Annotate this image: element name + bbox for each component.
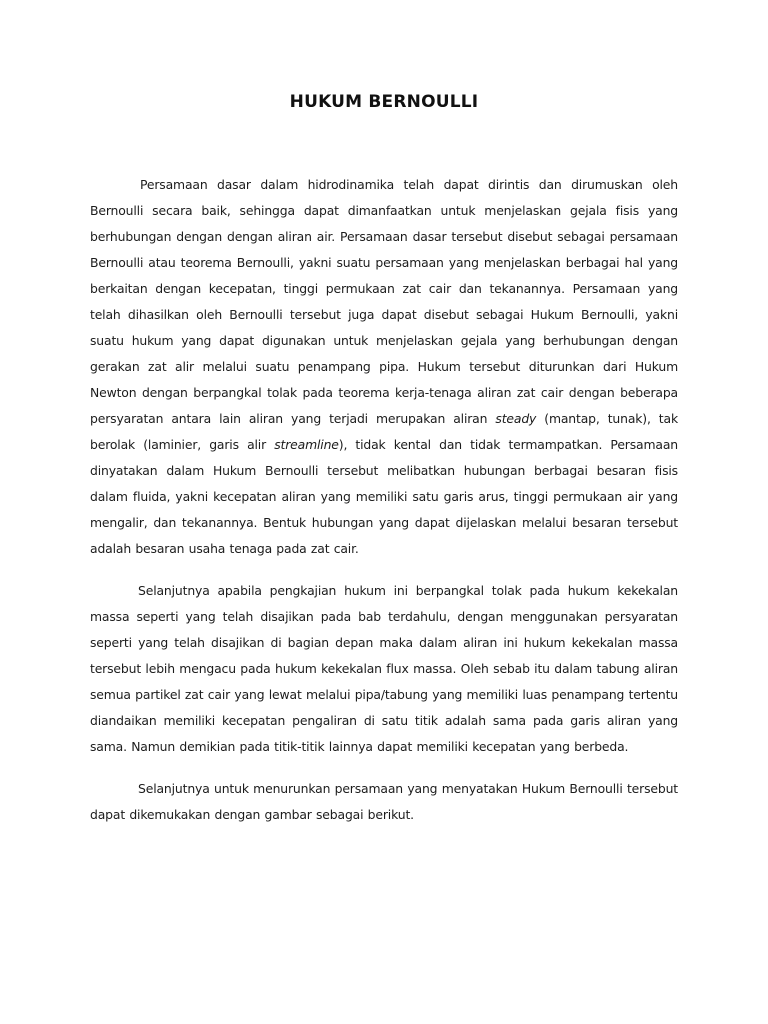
paragraph-text: (mantap, tunak), tak berolak (laminier, garis alir: [90, 411, 678, 452]
paragraph-text: Persamaan dasar dalam hidrodinamika telah dapat dirintis dan dirumuskan oleh Bernoulli secara baik, sehingga dapat dimanfaatkan untuk menjelaskan gejala fisis yang berhubungan dengan dengan aliran air. Persamaan dasar tersebut disebut sebagai persamaan Bernoulli atau teorema Bernoulli, yakni suatu persamaan yang menjelaskan berbagai hal yang berkaitan dengan kecepatan, tinggi permukaan zat cair dan tekanannya. Persamaan yang telah dihasilkan oleh Bernoulli tersebut juga dapat disebut sebagai Hukum Bernoulli, yakni suatu hukum yang dapat digunakan untuk menjelaskan gejala yang berhubungan dengan gerakan zat alir melalui suatu penampang pipa. Hukum tersebut diturunkan dari Hukum Newton dengan berpangkal tolak pada teorema kerja-tenaga aliran zat cair dengan beberapa persyaratan antara lain aliran yang terjadi merupakan aliran: [90, 177, 678, 426]
paragraph-1: [90, 172, 678, 562]
paragraph-2: [90, 578, 678, 760]
paragraph-text: Selanjutnya untuk menurunkan persamaan yang menyatakan Hukum Bernoulli tersebut dapat dikemukakan dengan gambar sebagai berikut.: [90, 781, 678, 822]
document-body: [90, 172, 678, 844]
paragraph-3: [90, 776, 678, 828]
italic-term-streamline: streamline: [274, 437, 339, 452]
paragraph-text: ), tidak kental dan tidak termampatkan. Persamaan dinyatakan dalam Hukum Bernoulli tersebut melibatkan hubungan berbagai besaran fisis dalam fluida, yakni kecepatan aliran yang memiliki satu garis arus, tinggi permukaan air yang mengalir, dan tekanannya. Bentuk hubungan yang dapat dijelaskan melalui besaran tersebut adalah besaran usaha tenaga pada zat cair.: [90, 437, 678, 556]
document-title: HUKUM BERNOULLI: [289, 92, 479, 112]
italic-term-steady: steady: [495, 411, 537, 426]
paragraph-text: Selanjutnya apabila pengkajian hukum ini berpangkal tolak pada hukum kekekalan massa seperti yang telah disajikan pada bab terdahulu, dengan menggunakan persyaratan seperti yang telah disajikan di bagian depan maka dalam aliran ini hukum kekekalan massa tersebut lebih mengacu pada hukum kekekalan flux massa. Oleh sebab itu dalam tabung aliran semua partikel zat cair yang lewat melalui pipa/tabung yang memiliki luas penampang tertentu diandaikan memiliki kecepatan pengaliran di satu titik adalah sama pada garis aliran yang sama. Namun demikian pada titik-titik lainnya dapat memiliki kecepatan yang berbeda.: [90, 583, 678, 754]
